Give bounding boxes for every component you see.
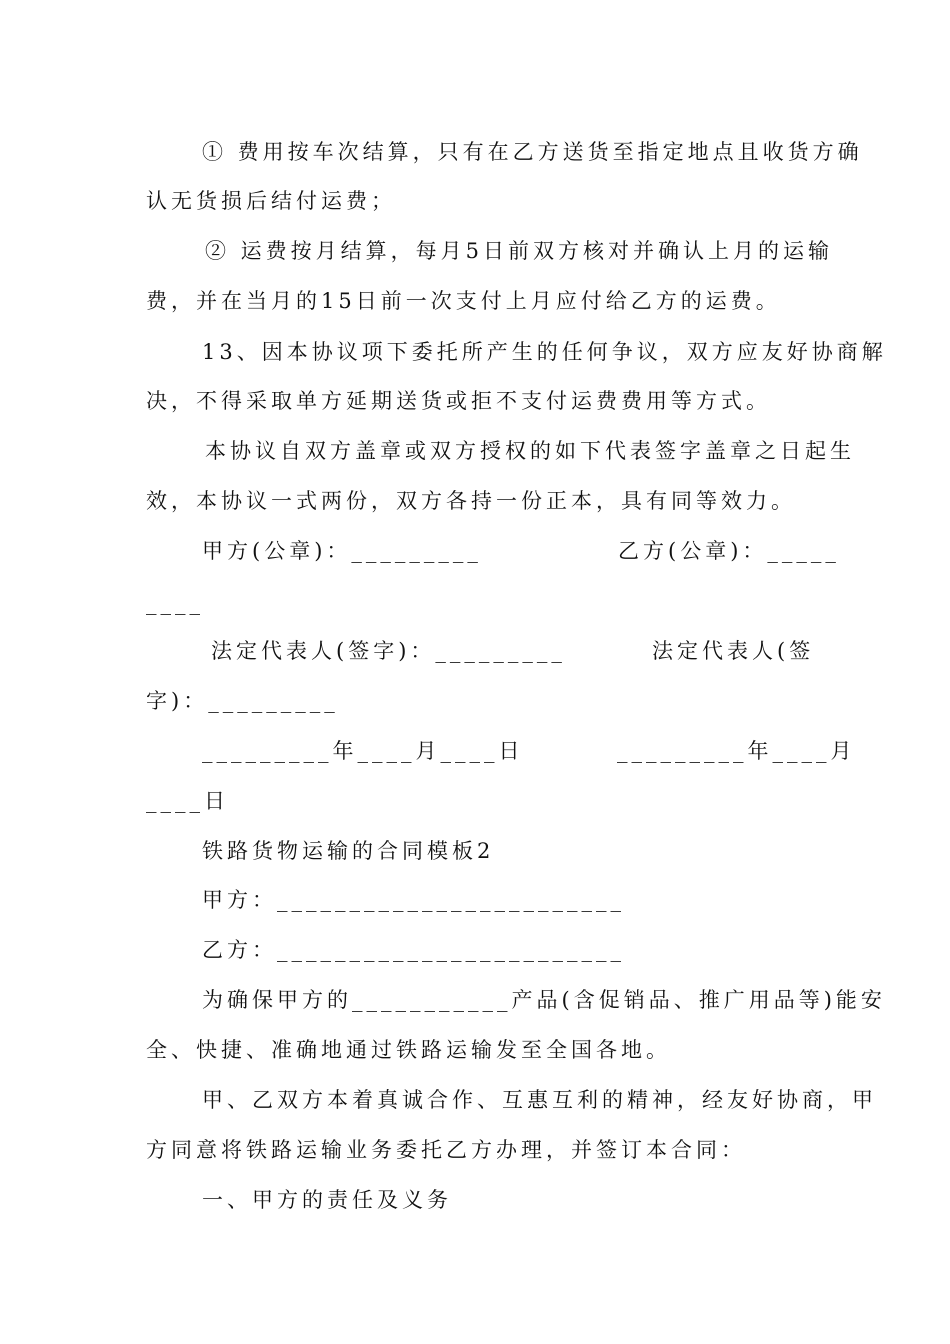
party-b-seal-cont: ____ [146, 591, 204, 615]
purpose-line-1: 为确保甲方的___________产品(含促销品、推广用品等)能安 [202, 988, 886, 1012]
agreement-line-1: 甲、乙双方本着真诚合作、互惠互利的精神，经友好协商，甲 [202, 1088, 877, 1112]
party-b-representative: 法定代表人(签 [652, 639, 815, 663]
party-a-seal: 甲方(公章)：_________ [202, 539, 482, 563]
effectiveness-line-1: 本协议自双方盖章或双方授权的如下代表签字盖章之日起生 [205, 439, 855, 463]
agreement-line-2: 方同意将铁路运输业务委托乙方办理，并签订本合同： [146, 1138, 746, 1162]
clause-13-line-1: 13、因本协议项下委托所产生的任何争议，双方应友好协商解 [202, 340, 887, 364]
template-2-title: 铁路货物运输的合同模板2 [202, 839, 495, 863]
party-b-field: 乙方：________________________ [202, 938, 625, 962]
effectiveness-line-2: 效，本协议一式两份，双方各持一份正本，具有同等效力。 [146, 489, 796, 513]
party-a-representative: 法定代表人(签字)：_________ [211, 639, 566, 663]
party-b-date: _________年____月 [617, 739, 856, 763]
party-b-representative-cont: 字)：_________ [146, 689, 339, 713]
purpose-line-2: 全、快捷、准确地通过铁路运输发至全国各地。 [146, 1038, 671, 1062]
party-b-seal: 乙方(公章)：_____ [618, 539, 840, 563]
section-heading-party-a-duties: 一、甲方的责任及义务 [202, 1188, 452, 1212]
fee-clause-1-line-1: ① 费用按车次结算，只有在乙方送货至指定地点且收货方确 [202, 140, 863, 164]
party-a-field: 甲方：________________________ [202, 888, 625, 912]
fee-clause-1-line-2: 认无货损后结付运费； [146, 189, 396, 213]
clause-13-line-2: 决，不得采取单方延期送货或拒不支付运费费用等方式。 [146, 389, 771, 413]
fee-clause-2-line-1: ② 运费按月结算，每月5日前双方核对并确认上月的运输 [205, 239, 834, 263]
party-a-date: _________年____月____日 [202, 739, 524, 763]
fee-clause-2-line-2: 费，并在当月的15日前一次支付上月应付给乙方的运费。 [146, 289, 781, 313]
party-b-date-cont: ____日 [146, 789, 229, 813]
